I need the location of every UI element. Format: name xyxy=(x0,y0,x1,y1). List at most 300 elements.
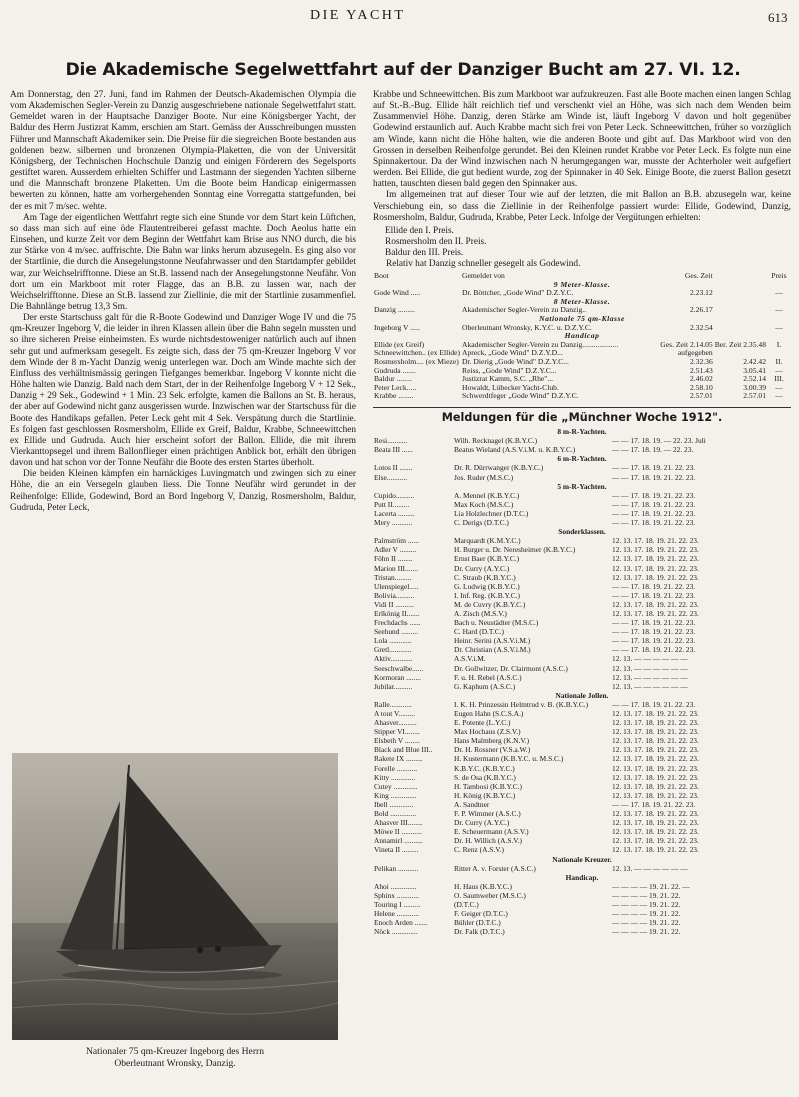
boat-name: Pelikan ........... xyxy=(374,863,419,873)
boat-name: Föhn II ........ xyxy=(374,554,413,564)
prize: II. xyxy=(775,356,783,366)
elapsed-time: 2.32.36 xyxy=(689,356,713,366)
class-heading: Nationale 75 qm-Klasse xyxy=(539,314,625,323)
race-dates: — — 17. 18. 19. 21. 22. 23. xyxy=(612,581,696,591)
boat-owner: E. Scheuermann (A.S.V.) xyxy=(454,827,529,837)
entry-row xyxy=(373,573,791,582)
boat-name: Ahasver.......... xyxy=(374,718,417,728)
boat-owner: O. Saumweber (M.S.C.) xyxy=(454,890,526,900)
elapsed-time: aufgegeben xyxy=(677,348,713,358)
boat-name: Cupido.......... xyxy=(374,490,415,500)
boat-owner: Bühler (D.T.C.) xyxy=(454,918,501,928)
race-dates: 12. 13. 17. 18. 19. 21. 22. 23. xyxy=(612,818,699,828)
boat-name: Krabbe ........ xyxy=(374,391,414,401)
col-header-prize: Preis xyxy=(771,271,787,281)
boat-owner: Ernst Baer (K.B.Y.C.) xyxy=(454,554,520,564)
boat-owner: Dr. Curry (A.Y.C.) xyxy=(454,818,510,828)
boat-name: Tristan......... xyxy=(374,572,412,582)
article-title: Die Akademische Segelwettfahrt auf der Danziger Bucht am 27. VI. 12. xyxy=(65,60,741,80)
boat-name: Forelle ........... xyxy=(374,763,418,773)
boat-name: King .............. xyxy=(374,790,417,800)
class-heading: 9 Meter-Klasse. xyxy=(553,279,611,289)
entry-row xyxy=(373,864,791,873)
entry-row xyxy=(373,618,791,627)
photo-caption xyxy=(12,1046,338,1069)
race-dates: — — 17. 18. 19. 21. 22. 23. xyxy=(612,490,696,500)
boat-name: Elsbeth V ........ xyxy=(374,736,420,746)
boat-name: Sphinx ............ xyxy=(374,890,419,900)
boat-owner: Dr. Gollwitzer, Dr. Clairmont (A.S.C.) xyxy=(454,663,568,673)
race-dates: — — 17. 18. 19. 21. 22. 23. xyxy=(612,618,696,628)
article-paragraph: Krabbe und Schneewittchen. Bis zum Markboot war aufzukreuzen. Fast alle Boote machen einen langen Schlag auf St.-B.-Bug. Ellide hält reichlich tief und verschenkt viel an Höhe, was sich nach dem Wenden beim Zusammenviel Höhe. Danzig, deren Stärke am Winde ist, läuft Ingeborg V davon und holt gegenüber Godewind erstaunlich auf. Auch Krabbe macht sich frei von Peter Leck. Schneewittchen, früher so vorzüglich am Winde, kann nicht die Höhe halten, wie die anderen Boote und gibt auf. Das Markboot wird von den Grossen in derselben Reihenfolge gerundet. Bei den Kleinen rundet Krabbe vor Peter Leck. Es folgte nun eine Spinnakertour. Da der Wind inzwischen nach N herumgegangen war, musste der Achterholer weit aufgefiert werden. Bei Ellide, die gut bedient wurde, zog der Spinnaker in 40 Sek. Einige Boote, die zuerst Ballon gesetzt hatten, tauschten diesen bald gegen den Spinnaker aus. xyxy=(373,90,791,190)
boat-owner: Dr. Christian (A.S.V.i.M.) xyxy=(454,645,531,655)
boat-name: Bold .............. xyxy=(374,809,417,819)
entry-row xyxy=(373,773,791,782)
race-dates: 12. 13. 17. 18. 19. 21. 22. 23. xyxy=(612,563,699,573)
boat-name: Enoch Arden ....... xyxy=(374,918,428,928)
elapsed-time: 2.58.10 xyxy=(689,382,713,392)
boat-name: Seehund ......... xyxy=(374,627,418,637)
race-dates: 12. 13. 17. 18. 19. 21. 22. 23. xyxy=(612,827,699,837)
boat-owner: G. Kaphum (A.S.C.) xyxy=(454,681,516,691)
race-dates: — — 17. 18. 19. — 22. 23. Juli xyxy=(612,436,706,446)
boat-name: Helene ............ xyxy=(374,909,419,919)
article-paragraph: Der erste Startschuss galt für die R-Boote Godewind und Danziger Woge IV und die 75 qm-Kreuzer Ingeborg V, die leider in ihren Klassen allein über die Bahn segeln mussten und so ihre sicheren Preise einheimsten. Es wurde nichtsdestoweniger natürlich auch auf ihnen sehr gut und aufmerksam gesegelt. Es zeigte sich, dass der 75 qm-Kreuzer Ingeborg V vor dem Winde der 8 m-Yacht Danzig wenig unterlegen war. Doch am Winde machte sich der Einfluss des verhältnismässig geringen Tiefganges bemerkbar. Ingeborg V konnte nicht die Höhe halten wie Danzig. Bald nach dem Start, der in der Reihenfolge Ingeborg V + 12 Sek., Danzig + 29 Sek., Godewind + 1 Min. 23 Sek. erfolgte, kamen die Ballons an St. B. heraus, der aber auf Godewind nicht ganz ausgerissen wurde. Inzwischen war der Startschuss für die Boote des Handikaps gefallen. Peter Leck geht mit 4 Sek. Verspätung durch die Startlinie. Es folgen fast geschlossen Rosmersholm, Ellide ex Greif, Baldur, Krabbe, Schneewittchen ex Ellide und Gudruda. Auch hier erscheint sofort der Ballon. Ellide, die mit ihrem Vierkanttopsegel und ihrem Ballonflieger einen prächtigen Anblick bot, erhält den übrigen davon und hat schon vor der Tonne Neufähr die Boote des ersten Startes überholt. xyxy=(10,313,356,469)
corrected-time xyxy=(714,324,767,333)
corrected-time: 3.00.39 xyxy=(743,382,766,392)
elapsed-time: Ges. Zeit 2.14.05 xyxy=(660,339,713,349)
boat-owner: Howaldt, Lübecker Yacht-Club. xyxy=(462,382,559,392)
entry-row xyxy=(373,809,791,818)
race-dates: 12. 13. 17. 18. 19. 21. 22. 23. xyxy=(612,608,699,618)
class-heading-row xyxy=(373,281,791,290)
entry-row xyxy=(373,718,791,727)
boat-owner: K.B.Y.C. (K.B.Y.C.) xyxy=(454,763,515,773)
meldungen-table xyxy=(373,427,791,936)
relative-note: Relativ hat Danzig schneller gesegelt als Godewind. xyxy=(386,258,581,269)
entry-row xyxy=(373,709,791,718)
boat-name: Else........... xyxy=(374,472,408,482)
entry-row xyxy=(373,827,791,836)
entry-row xyxy=(373,609,791,618)
boat-name: Bolivia.......... xyxy=(374,590,415,600)
entry-row xyxy=(373,582,791,591)
race-dates: 12. 13. 17. 18. 19. 21. 22. 23. xyxy=(612,845,699,855)
boat-owner: A. Mennel (K.B.Y.C.) xyxy=(454,490,520,500)
caption-line: Nationaler 75 qm-Kreuzer Ingeborg des Herrn xyxy=(85,1046,265,1057)
race-dates: — — 17. 18. 19. 21. 22. 23. xyxy=(612,699,696,709)
boat-owner: Dr. Dierig „Gode Wind" D.Z.Y.C... xyxy=(462,356,569,366)
sailboat-illustration xyxy=(12,753,338,1040)
entry-row xyxy=(373,436,791,445)
boat-name: Mery ........... xyxy=(374,518,413,528)
prize: — xyxy=(775,391,783,401)
class-heading-row xyxy=(373,873,791,882)
boat-owner: G. Ludwig (K.B.Y.C.) xyxy=(454,581,520,591)
boat-name: Ingeborg V ..... xyxy=(374,322,420,332)
boat-name: Ahasver III........ xyxy=(374,818,423,828)
race-dates: — — 17. 18. 19. 21. 22. 23. xyxy=(612,499,696,509)
entry-row xyxy=(373,900,791,909)
entry-row xyxy=(373,491,791,500)
boat-owner: Akademischer Segler-Verein zu Danzig.. xyxy=(462,305,587,315)
entry-row xyxy=(373,627,791,636)
corrected-time: Ber. Zeit 2.35.48 xyxy=(714,339,766,349)
boat-name: Nöck .............. xyxy=(374,927,418,937)
race-dates: 12. 13. — — — — — — xyxy=(612,681,688,691)
boat-owner: Jos. Ruder (M.S.C.) xyxy=(454,472,514,482)
prize-list xyxy=(385,226,791,259)
class-heading: 8 m-R-Yachten. xyxy=(557,427,607,437)
boat-owner: Oberleutnant Wronsky, K.Y.C. u. D.Z.Y.C. xyxy=(462,322,592,332)
sailboat-photo xyxy=(12,753,338,1040)
entry-row xyxy=(373,564,791,573)
boat-owner: Justizrat Kamm, S.C. „Rhe"... xyxy=(462,374,554,384)
boat-owner: Max Hochaus (Z.S.V.) xyxy=(454,727,521,737)
boat-owner: Wilh. Recknagel (K.B.Y.C.) xyxy=(454,436,538,446)
boat-name: Möwe II ........... xyxy=(374,827,422,837)
col-header-time: Ges. Zeit xyxy=(684,271,713,281)
boat-owner: Ritter A. v. Forster (A.S.C.) xyxy=(454,863,536,873)
class-heading: 6 m-R-Yachten. xyxy=(557,454,607,464)
entry-row xyxy=(373,545,791,554)
boat-name: Kitty ............. xyxy=(374,772,416,782)
prize: — xyxy=(775,305,783,315)
boat-owner: F. P. Wimmer (A.S.C.) xyxy=(454,809,521,819)
boat-owner: I. Inf. Reg. (K.B.Y.C.) xyxy=(454,590,520,600)
article-paragraph: Die beiden Kleinen kämpfen ein harnäckiges Luvingmatch und zwingen sich zu einer Höhe, die an ein Versegeln glauben liess. Die Tonne Neufähr wird gerundet in der Reihenfolge: Ellide, Godewind, Bord an Bord Ingeborg V, Danzig, Rosmersholm, Baldur, Gudruda, Peter Leck, xyxy=(10,469,356,513)
boat-name: Lola ............ xyxy=(374,636,412,646)
meldungen-title: Meldungen für die „Münchner Woche 1912". xyxy=(441,410,723,424)
entry-row xyxy=(373,645,791,654)
left-column xyxy=(10,90,356,514)
race-dates: — — 17. 18. 19. 21. 22. 23. xyxy=(612,508,696,518)
race-dates: — — 17. 18. 19. — 22. 23. xyxy=(612,445,694,455)
corrected-time: 2.52.14 xyxy=(743,374,766,384)
boat-name: Marion III....... xyxy=(374,563,418,573)
boat-name: A tout V......... xyxy=(374,709,416,718)
boat-owner: Dr. R. Dürrwanger (K.B.Y.C.) xyxy=(454,463,544,473)
result-row xyxy=(373,358,791,367)
entry-row xyxy=(373,518,791,527)
elapsed-time: 2.57.01 xyxy=(689,391,713,401)
boat-owner: F. u. H. Rebel (A.S.C.) xyxy=(454,672,522,682)
boat-name: Peter Leck..... xyxy=(374,382,417,392)
entry-row xyxy=(373,473,791,482)
boat-owner: Marquardt (K.M.Y.C.) xyxy=(454,536,521,546)
class-heading: 8 Meter-Klasse. xyxy=(553,296,611,306)
boat-owner: Eugen Hahn (S.C.S.A.) xyxy=(454,709,524,718)
elapsed-time: 2.32.54 xyxy=(689,322,713,332)
page-header xyxy=(0,8,799,30)
entry-row xyxy=(373,927,791,936)
results-table xyxy=(373,272,791,401)
race-dates: 12. 13. 17. 18. 19. 21. 22. 23. xyxy=(612,790,699,800)
boat-name: Gudruda ....... xyxy=(374,365,416,375)
entry-row xyxy=(373,891,791,900)
class-heading: 5 m-R-Yachten. xyxy=(557,481,607,491)
boat-owner: Schwerdtfeger „Gode Wind" D.Z.Y.C. xyxy=(462,391,579,401)
boat-name: Lacerta ......... xyxy=(374,508,415,518)
boat-owner: Dr. H. Rossner (V.S.a.W.) xyxy=(454,745,531,755)
meldungen-body xyxy=(373,427,791,936)
boat-owner: Heinr. Serini (A.S.V.i.M.) xyxy=(454,636,531,646)
entry-row xyxy=(373,591,791,600)
race-dates: — — — — 19. 21. 22. xyxy=(612,899,681,909)
race-dates: 12. 13. 17. 18. 19. 21. 22. 23. xyxy=(612,572,699,582)
boat-name: Resi........... xyxy=(374,436,408,446)
boat-name: Gretl............ xyxy=(374,645,412,655)
entry-row xyxy=(373,445,791,454)
entry-row xyxy=(373,673,791,682)
boat-name: Ralle............ xyxy=(374,699,412,709)
entry-row xyxy=(373,791,791,800)
race-dates: — — — — 19. 21. 22. — xyxy=(612,881,690,891)
boat-owner: C. Hard (D.T.C.) xyxy=(454,627,504,637)
result-row xyxy=(373,384,791,393)
prize: — xyxy=(775,365,783,375)
class-heading: Handicap. xyxy=(565,872,599,882)
corrected-time: 2.57.01 xyxy=(743,391,766,401)
race-dates: — — — — 19. 21. 22. xyxy=(612,909,681,919)
race-dates: — — 17. 18. 19. 21. 22. 23. xyxy=(612,472,696,482)
boat-owner: C. Straub (K.B.Y.C.) xyxy=(454,572,516,582)
class-heading-row xyxy=(373,454,791,463)
boat-owner: H. König (K.B.Y.C.) xyxy=(454,790,516,800)
prize: I. xyxy=(776,339,782,349)
boat-name: Annamirl .......... xyxy=(374,836,423,846)
prize-entry: Baldur den III. Preis. xyxy=(385,247,464,258)
boat-name: Ibell ............. xyxy=(374,799,414,809)
boat-name: Ulenspiegel..... xyxy=(374,581,419,591)
elapsed-time: 2.51.43 xyxy=(689,365,713,375)
class-heading-row xyxy=(373,527,791,536)
boat-owner: Beatus Wieland (A.S.V.i.M. u. K.B.Y.C.) xyxy=(454,445,576,455)
race-dates: 12. 13. 17. 18. 19. 21. 22. 23. xyxy=(612,772,699,782)
race-dates: 12. 13. 17. 18. 19. 21. 22. 23. xyxy=(612,809,699,819)
boat-owner: Dr. Falk (D.T.C.) xyxy=(454,927,505,937)
boat-owner: I. K. H. Prinzessin Helmtrud v. B. (K.B.Y.C.) xyxy=(454,699,589,709)
race-dates: — — 17. 18. 19. 21. 22. 23. xyxy=(612,636,696,646)
boat-owner: H. Tambosi (K.B.Y.C.) xyxy=(454,781,522,791)
boat-name: Baldur ........ xyxy=(374,374,412,384)
col-header-owner: Gemeldet von xyxy=(462,271,505,281)
class-heading: Nationale Jollen. xyxy=(555,690,609,700)
entry-row xyxy=(373,782,791,791)
race-dates: — — 17. 18. 19. 21. 22. 23. xyxy=(612,799,696,809)
right-column xyxy=(373,90,791,936)
class-heading-row xyxy=(373,482,791,491)
boat-name: Lotos II ....... xyxy=(374,463,413,473)
boat-name: Rosmersholm.... (ex Mieze) xyxy=(374,356,459,366)
article-paragraph: Am Tage der eigentlichen Wettfahrt regte sich eine Stunde vor dem Start kein Lüftchen, so dass man sich auf eine öde Flautentreiberei gefasst machte. Doch Aeolus hatte ein Einsehen, und kurze Zeit vor dem Beginn der Wettfahrt kam Brise aus NNO durch, die bis zur Stärke von 4 m/sec. auffrischte. Die Bahn war links herum abzusegeln. Es ging also vor der Startlinie, die durch die Ansegelungstonne Neufahrwasser und den Startdampfer gebildet war, zur Weichselrifftonne. Diese an St.B. lassend nach der Ansegelungstonne Neufähr. Von dort um ein Markboot mit roter Flagge, das an B.B. zu lassen war, nach der Weichselrifftonne. Diese an St.B. lassend zur Ziellinie, die mit der Startlinie zusammenfiel. Die Bahnlänge betrug 13,3 Sm. xyxy=(10,212,356,312)
boat-owner: H. Burger u. Dr. Neresheimer (K.B.Y.C.) xyxy=(454,545,576,555)
corrected-time xyxy=(714,306,767,315)
race-dates: 12. 13. 17. 18. 19. 21. 22. 23. xyxy=(612,545,699,555)
article-paragraph: Im allgemeinen trat auf dieser Tour wie auf der letzten, die mit Ballon an B.B. abzusegeln war, keine Verschiebung ein, so dass die Ziellinie in der Reihenfolge passiert wurde: Ellide, Godewind, Danzig, Rosmersholm, Baldur, Gudruda, Krabbe, Peter Leck. Infolge der Vergütungen erhielten: xyxy=(373,190,791,223)
boat-owner: Dr. H. Willich (A.S.V.) xyxy=(454,836,522,846)
boat-owner: H. Haus (K.B.Y.C.) xyxy=(454,881,512,891)
race-dates: 12. 13. — — — — — — xyxy=(612,863,688,873)
boat-owner: Bach u. Neustädter (M.S.C.) xyxy=(454,618,539,628)
race-dates: — — 17. 18. 19. 21. 22. 23. xyxy=(612,518,696,528)
race-dates: — — — — 19. 21. 22. xyxy=(612,918,681,928)
entry-row xyxy=(373,882,791,891)
boat-owner: Reiss, „Gode Wind" D.Z.Y.C... xyxy=(462,365,557,375)
boat-name: Cutey ............. xyxy=(374,781,418,791)
race-dates: 12. 13. 17. 18. 19. 21. 22. 23. xyxy=(612,754,699,764)
result-row xyxy=(373,375,791,384)
boat-name: Rakete IX ......... xyxy=(374,754,423,764)
race-dates: 12. 13. 17. 18. 19. 21. 22. 23. xyxy=(612,736,699,746)
boat-owner: A. Zisch (M.S.V.) xyxy=(454,608,507,618)
boat-name: Kormoran ........ xyxy=(374,672,422,682)
race-dates: — — — — 19. 21. 22. xyxy=(612,927,681,937)
corrected-time xyxy=(714,289,767,298)
race-dates: — — 17. 18. 19. 21. 22. 23. xyxy=(612,463,696,473)
corrected-time: 2.42.42 xyxy=(743,356,766,366)
prize: — xyxy=(775,288,783,298)
entry-row xyxy=(373,600,791,609)
boat-name: Ellide (ex Greif) xyxy=(374,339,425,349)
entry-row xyxy=(373,554,791,563)
entry-row xyxy=(373,745,791,754)
results-body xyxy=(373,281,791,401)
class-heading: Sonderklassen. xyxy=(558,527,606,537)
entry-row xyxy=(373,909,791,918)
result-row xyxy=(373,367,791,376)
boat-name: Adler V ......... xyxy=(374,545,417,555)
section-divider xyxy=(373,407,791,408)
boat-owner: Akademischer Segler-Verein zu Danzig................... xyxy=(462,339,619,349)
corrected-time: 3.05.41 xyxy=(743,365,766,375)
boat-owner: S. de Osa (K.B.Y.C.) xyxy=(454,772,516,782)
race-dates: 12. 13. 17. 18. 19. 21. 22. 23. xyxy=(612,727,699,737)
race-dates: — — — — 19. 21. 22. xyxy=(612,890,681,900)
entry-row xyxy=(373,500,791,509)
boat-name: Palmström ...... xyxy=(374,536,419,546)
article-paragraph: Am Donnerstag, den 27. Juni, fand im Rahmen der Deutsch-Akademischen Olympia die vom Akademischen Segler-Verein zu Danzig ausgeschriebene nationale Segelwettfahrt statt. Gemeldet waren in der Hauptsache Danziger Boote. Nur eine Königsberger Yacht, der Baldur des Herrn Justizrat Kamm, erschien am Start. Gemäss der Ausschreibungen mussten Führer und Mannschaft Akademiker sein. Die Preise für die siegreichen Boote bestanden aus goldenen bezw. silbernen und bronzenen Olympia-Plaketten, die von der Universität Königsberg, der Technischen Hochschule Danzig und einigen Förderern des Segelsports gestiftet waren. Ausserdem erhielten Schiffer und Lastmann der siegenden Yachten silberne und die Mannschaft bronzene Plaketten. Um die Boote beim Handicap einigermassen bewerten zu können, hatte am vorhergehenden Sonntag eine Vorregatta stattgefunden, bei der es mit 7 m/sec. wehte. xyxy=(10,90,356,212)
entry-row xyxy=(373,727,791,736)
race-dates: 12. 13. 17. 18. 19. 21. 22. 23. xyxy=(612,599,699,609)
boat-name: Stipper VI........ xyxy=(374,727,420,737)
col-header-boat: Boot xyxy=(374,271,389,281)
prize: III. xyxy=(774,374,784,384)
entry-row xyxy=(373,836,791,845)
race-dates: — — 17. 18. 19. 21. 22. 23. xyxy=(612,627,696,637)
boat-name: Frechdachs ...... xyxy=(374,618,421,628)
col-header-corrected xyxy=(714,272,767,281)
elapsed-time: 2.46.02 xyxy=(689,374,713,384)
entry-row xyxy=(373,800,791,809)
boat-name: Beata III ...... xyxy=(374,445,413,455)
boat-owner: C. Derigs (D.T.C.) xyxy=(454,518,509,528)
class-heading-row xyxy=(373,427,791,436)
boat-name: Black and Blue III.. xyxy=(374,745,433,755)
race-dates: 12. 13. — — — — — — xyxy=(612,663,688,673)
boat-owner: Dr. Böttcher, „Gode Wind" D.Z.Y.C. xyxy=(462,288,574,298)
entry-row xyxy=(373,664,791,673)
boat-owner: Apreck, „Gode Wind" D.Z.Y.D... xyxy=(462,348,563,358)
boat-name: Jubilar.......... xyxy=(374,681,413,691)
elapsed-time: 2.23.12 xyxy=(689,288,713,298)
entry-row xyxy=(373,754,791,763)
entry-row xyxy=(373,463,791,472)
race-dates: 12. 13. 17. 18. 19. 21. 22. 23. xyxy=(612,763,699,773)
class-heading: Nationale Kreuzer. xyxy=(552,854,612,864)
entry-row xyxy=(373,845,791,854)
boat-name: Vineta II ......... xyxy=(374,845,419,855)
boat-name: Gode Wind ..... xyxy=(374,288,421,298)
boat-name: Seeschwalbe...... xyxy=(374,663,424,673)
prize-entry: Ellide den I. Preis. xyxy=(385,225,454,236)
boat-owner: Dr. Curry (A.Y.C.) xyxy=(454,563,510,573)
entry-row xyxy=(373,700,791,709)
boat-owner: A.S.V.i.M. xyxy=(454,654,486,664)
boat-owner: (D.T.C.) xyxy=(454,899,479,909)
race-dates: 12. 13. 17. 18. 19. 21. 22. 23. xyxy=(612,836,699,846)
class-heading-row xyxy=(373,855,791,864)
entry-row xyxy=(373,536,791,545)
caption-line: Oberleutnant Wronsky, Danzig. xyxy=(114,1057,236,1069)
page-number: 613 xyxy=(768,10,788,25)
entry-row xyxy=(373,764,791,773)
boat-name: Schneewittchen.. (ex Ellide) xyxy=(374,348,461,358)
boat-owner: Max Koch (M.S.C.) xyxy=(454,499,514,509)
entry-row xyxy=(373,736,791,745)
race-dates: 12. 13. 17. 18. 19. 21. 22. 23. xyxy=(612,709,699,718)
prize: — xyxy=(775,382,783,392)
entry-row xyxy=(373,818,791,827)
boat-name: Putt II......... xyxy=(374,499,410,509)
class-heading-row xyxy=(373,691,791,700)
boat-owner: M. de Cuvry (K.B.Y.C.) xyxy=(454,599,526,609)
race-dates: — — 17. 18. 19. 21. 22. 23. xyxy=(612,590,696,600)
boat-owner: A. Sandtner xyxy=(454,799,490,809)
boat-owner: C. Renz (A.S.V.) xyxy=(454,845,504,855)
entry-row xyxy=(373,918,791,927)
boat-name: Danzig ......... xyxy=(374,305,415,315)
boat-owner: F. Geiger (D.T.C.) xyxy=(454,909,508,919)
boat-owner: Lia Holzlechner (D.T.C.) xyxy=(454,508,529,518)
boat-owner: E. Potente (L.Y.C.) xyxy=(454,718,511,728)
race-dates: — — 17. 18. 19. 21. 22. 23. xyxy=(612,645,696,655)
entry-row xyxy=(373,682,791,691)
magazine-title: DIE YACHT xyxy=(310,8,406,23)
entry-row xyxy=(373,509,791,518)
race-dates: 12. 13. — — — — — — xyxy=(612,672,688,682)
race-dates: 12. 13. 17. 18. 19. 21. 22. 23. xyxy=(612,718,699,728)
boat-owner: H. Kustermann (K.B.Y.C. u. M.S.C.) xyxy=(454,754,564,764)
race-dates: 12. 13. 17. 18. 19. 21. 22. 23. xyxy=(612,745,699,755)
prize-entry: Rosmersholm den II. Preis. xyxy=(385,236,487,247)
elapsed-time: 2.26.17 xyxy=(689,305,713,315)
race-dates: 12. 13. 17. 18. 19. 21. 22. 23. xyxy=(612,536,699,546)
boat-name: Vidi II .......... xyxy=(374,599,414,609)
race-dates: 12. 13. — — — — — — xyxy=(612,654,688,664)
result-row xyxy=(373,392,791,401)
boat-owner: Hans Malmberg (K.N.V.) xyxy=(454,736,530,746)
boat-name: Touring I ......... xyxy=(374,899,421,909)
boat-name: Erlkönig II....... xyxy=(374,608,420,618)
class-heading: Handicap xyxy=(564,331,600,341)
entry-row xyxy=(373,654,791,663)
race-dates: 12. 13. 17. 18. 19. 21. 22. 23. xyxy=(612,781,699,791)
prize: — xyxy=(775,322,783,332)
race-dates: 12. 13. 17. 18. 19. 21. 22. 23. xyxy=(612,554,699,564)
entry-row xyxy=(373,636,791,645)
boat-name: Ahoi .............. xyxy=(374,881,417,891)
